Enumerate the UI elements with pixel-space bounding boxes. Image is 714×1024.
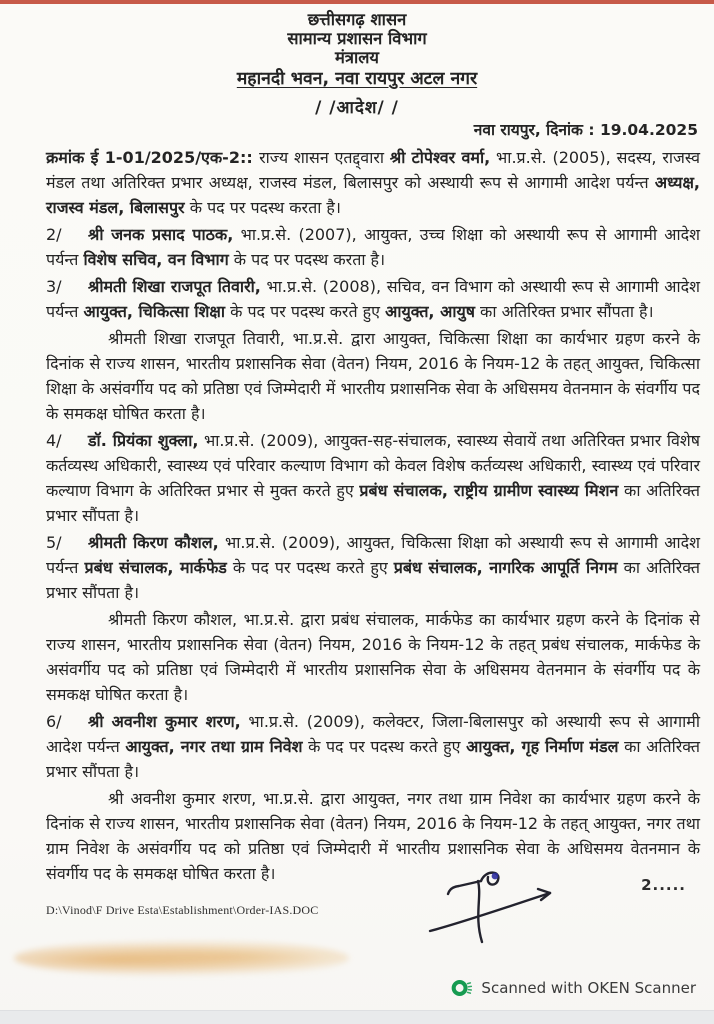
order-text-emphasis: श्री टोपेश्वर वर्मा, xyxy=(389,148,491,167)
order-paragraph xyxy=(46,709,700,784)
order-text-emphasis: प्रबंध संचालक, मार्कफेड xyxy=(84,558,227,577)
highlighter-smudge xyxy=(14,940,349,976)
order-text-emphasis: श्री अवनीश कुमार शरण, xyxy=(88,712,241,731)
signature-scribble xyxy=(424,864,564,950)
header-address: महानदी भवन, नवा रायपुर अटल नगर xyxy=(236,69,478,89)
order-text: श्री अवनीश कुमार शरण, भा.प्र.से. द्वारा आयुक्त, नगर तथा ग्राम निवेश का कार्यभार ग्रहण करने के दिनांक से राज्य शासन, भारतीय प्रशासनिक सेवा (वेतन) नियम, 2016 के नियम-12 के तहत् आयुक्त, नगर तथा ग्राम निवेश के असंवर्गीय पद को प्रतिष्ठा एवं जिम्मेदारी में भारतीय प्रशासनिक सेवा के अधिसमय वेतनमान के संवर्गीय पद के समकक्ष घोषित करता है। xyxy=(46,789,700,883)
scan-edge-line xyxy=(0,0,714,4)
order-paragraph xyxy=(46,530,700,605)
order-text-emphasis: प्रबंध संचालक, राष्ट्रीय ग्रामीण स्वास्थ्य मिशन xyxy=(359,481,619,500)
header-office: मंत्रालय xyxy=(334,48,379,67)
order-text-emphasis: अध्यक्ष, राजस्व मंडल, बिलासपुर xyxy=(46,173,700,217)
paragraph-number: 4/ xyxy=(46,431,62,450)
order-paragraph xyxy=(46,145,700,220)
order-text: भा.प्र.से. (2009), आयुक्त, चिकित्सा शिक्षा को अस्थायी रूप से आगामी आदेश पर्यन्त xyxy=(46,533,701,577)
page-continuation-ref: 2..... xyxy=(641,876,686,894)
order-text-emphasis: प्रबंध संचालक, नागरिक आपूर्ति निगम xyxy=(393,558,618,577)
paragraph-number: 2/ xyxy=(46,225,62,244)
paragraph-number: 3/ xyxy=(46,277,62,296)
order-text: के पद पर पदस्थ करते हुए xyxy=(226,558,394,577)
scanner-watermark-label: Scanned with OKEN Scanner xyxy=(481,979,696,997)
order-text: के पद पर पदस्थ करते हुए xyxy=(224,302,386,321)
order-text: का अतिरिक्त प्रभार सौंपता है। xyxy=(46,558,700,602)
scanner-watermark xyxy=(450,977,696,999)
order-text-emphasis: आयुक्त, नगर तथा ग्राम निवेश xyxy=(125,737,303,756)
order-text: के पद पर पदस्थ करता है। xyxy=(228,250,386,269)
paragraph-number: 6/ xyxy=(46,712,62,731)
header-department: सामान्य प्रशासन विभाग xyxy=(287,29,427,48)
order-paragraph xyxy=(46,326,700,426)
document-body xyxy=(0,140,714,886)
order-text: का अतिरिक्त प्रभार सौंपता है। xyxy=(46,737,700,781)
order-text: भा.प्र.से. (2009), कलेक्टर, जिला-बिलासपुर को अस्थायी रूप से आगामी आदेश पर्यन्त xyxy=(46,712,700,756)
order-paragraph xyxy=(46,607,700,707)
order-text: भा.प्र.से. (2009), आयुक्त-सह-संचालक, स्वास्थ्य सेवायें तथा अतिरिक्त प्रभार विशेष कर्तव्यस्थ अधिकारी, स्वास्थ्य एवं परिवार कल्याण विभाग को केवल विशेष कर्तव्यस्थ अधिकारी, स्वास्थ्य एवं परिवार कल्याण विभाग के अतिरिक्त प्रभार से मुक्त करते हुए xyxy=(46,431,700,500)
document-header xyxy=(0,0,714,118)
order-title: / /आदेश/ / xyxy=(315,98,399,118)
ink-dot xyxy=(492,873,499,880)
order-paragraph xyxy=(46,786,700,886)
order-text-emphasis: डॉ. प्रियंका शुक्ला, xyxy=(88,431,199,450)
order-text-emphasis: आयुक्त, चिकित्सा शिक्षा xyxy=(83,302,225,321)
order-text: के पद पर पदस्थ करता है। xyxy=(184,198,341,217)
order-text: राज्य शासन एतद्द्वारा xyxy=(259,148,390,167)
order-text: के पद पर पदस्थ करते हुए xyxy=(302,737,467,756)
order-text-emphasis: श्रीमती किरण कौशल, xyxy=(88,533,219,552)
order-text-emphasis: श्री जनक प्रसाद पाठक, xyxy=(88,225,234,244)
order-paragraph xyxy=(46,428,700,528)
document-file-path: D:\Vinod\F Drive Esta\Establishment\Order-IAS.DOC xyxy=(46,903,319,917)
order-text: भा.प्र.से. (2008), सचिव, वन विभाग को अस्थायी रूप से आगामी आदेश पर्यन्त xyxy=(46,277,700,321)
oken-scanner-logo-icon xyxy=(450,977,472,999)
order-text: का अतिरिक्त प्रभार सौंपता है। xyxy=(46,481,700,525)
order-paragraph xyxy=(46,222,700,272)
order-text: भा.प्र.से. (2005), सदस्य, राजस्व मंडल तथा अतिरिक्त प्रभार अध्यक्ष, राजस्व मंडल, बिलासपुर को अस्थायी रूप से आगामी आदेश पर्यन्त xyxy=(46,148,700,192)
order-text: श्रीमती शिखा राजपूत तिवारी, भा.प्र.से. द्वारा आयुक्त, चिकित्सा शिक्षा का कार्यभार ग्रहण करने के दिनांक से राज्य शासन, भारतीय प्रशासनिक सेवा (वेतन) नियम, 2016 के नियम-12 के तहत् आयुक्त, चिकित्सा शिक्षा के असंवर्गीय पद को प्रतिष्ठा एवं जिम्मेदारी में भारतीय प्रशासनिक सेवा के अधिसमय वेतनमान के संवर्गीय पद के समकक्ष घोषित करता है। xyxy=(46,329,700,423)
order-text-emphasis: विशेष सचिव, वन विभाग xyxy=(83,250,229,269)
order-text-emphasis: आयुक्त, गृह निर्माण मंडल xyxy=(466,737,619,756)
order-text: का अतिरिक्त प्रभार सौंपता है। xyxy=(474,302,654,321)
dateline: नवा रायपुर, दिनांक : 19.04.2025 xyxy=(473,121,698,139)
scan-bottom-strip xyxy=(0,1010,714,1024)
order-text-emphasis: क्रमांक ई 1-01/2025/एक-2:: xyxy=(46,148,260,167)
order-text-emphasis: श्रीमती शिखा राजपूत तिवारी, xyxy=(88,277,261,296)
order-text-emphasis: आयुक्त, आयुष xyxy=(385,302,475,321)
order-paragraph xyxy=(46,274,700,324)
paragraph-number: 5/ xyxy=(46,533,62,552)
header-government: छत्तीसगढ़ शासन xyxy=(307,10,407,29)
order-text: श्रीमती किरण कौशल, भा.प्र.से. द्वारा प्रबंध संचालक, मार्कफेड का कार्यभार ग्रहण करने के दिनांक से राज्य शासन, भारतीय प्रशासनिक सेवा (वेतन) नियम, 2016 के नियम-12 के तहत् प्रबंध संचालक, मार्कफेड के असंवर्गीय पद को प्रतिष्ठा एवं जिम्मेदारी में भारतीय प्रशासनिक सेवा के अधिसमय वेतनमान के संवर्गीय पद के समकक्ष घोषित करता है। xyxy=(46,610,700,704)
order-text: भा.प्र.से. (2007), आयुक्त, उच्च शिक्षा को अस्थायी रूप से आगामी आदेश पर्यन्त xyxy=(46,225,700,269)
